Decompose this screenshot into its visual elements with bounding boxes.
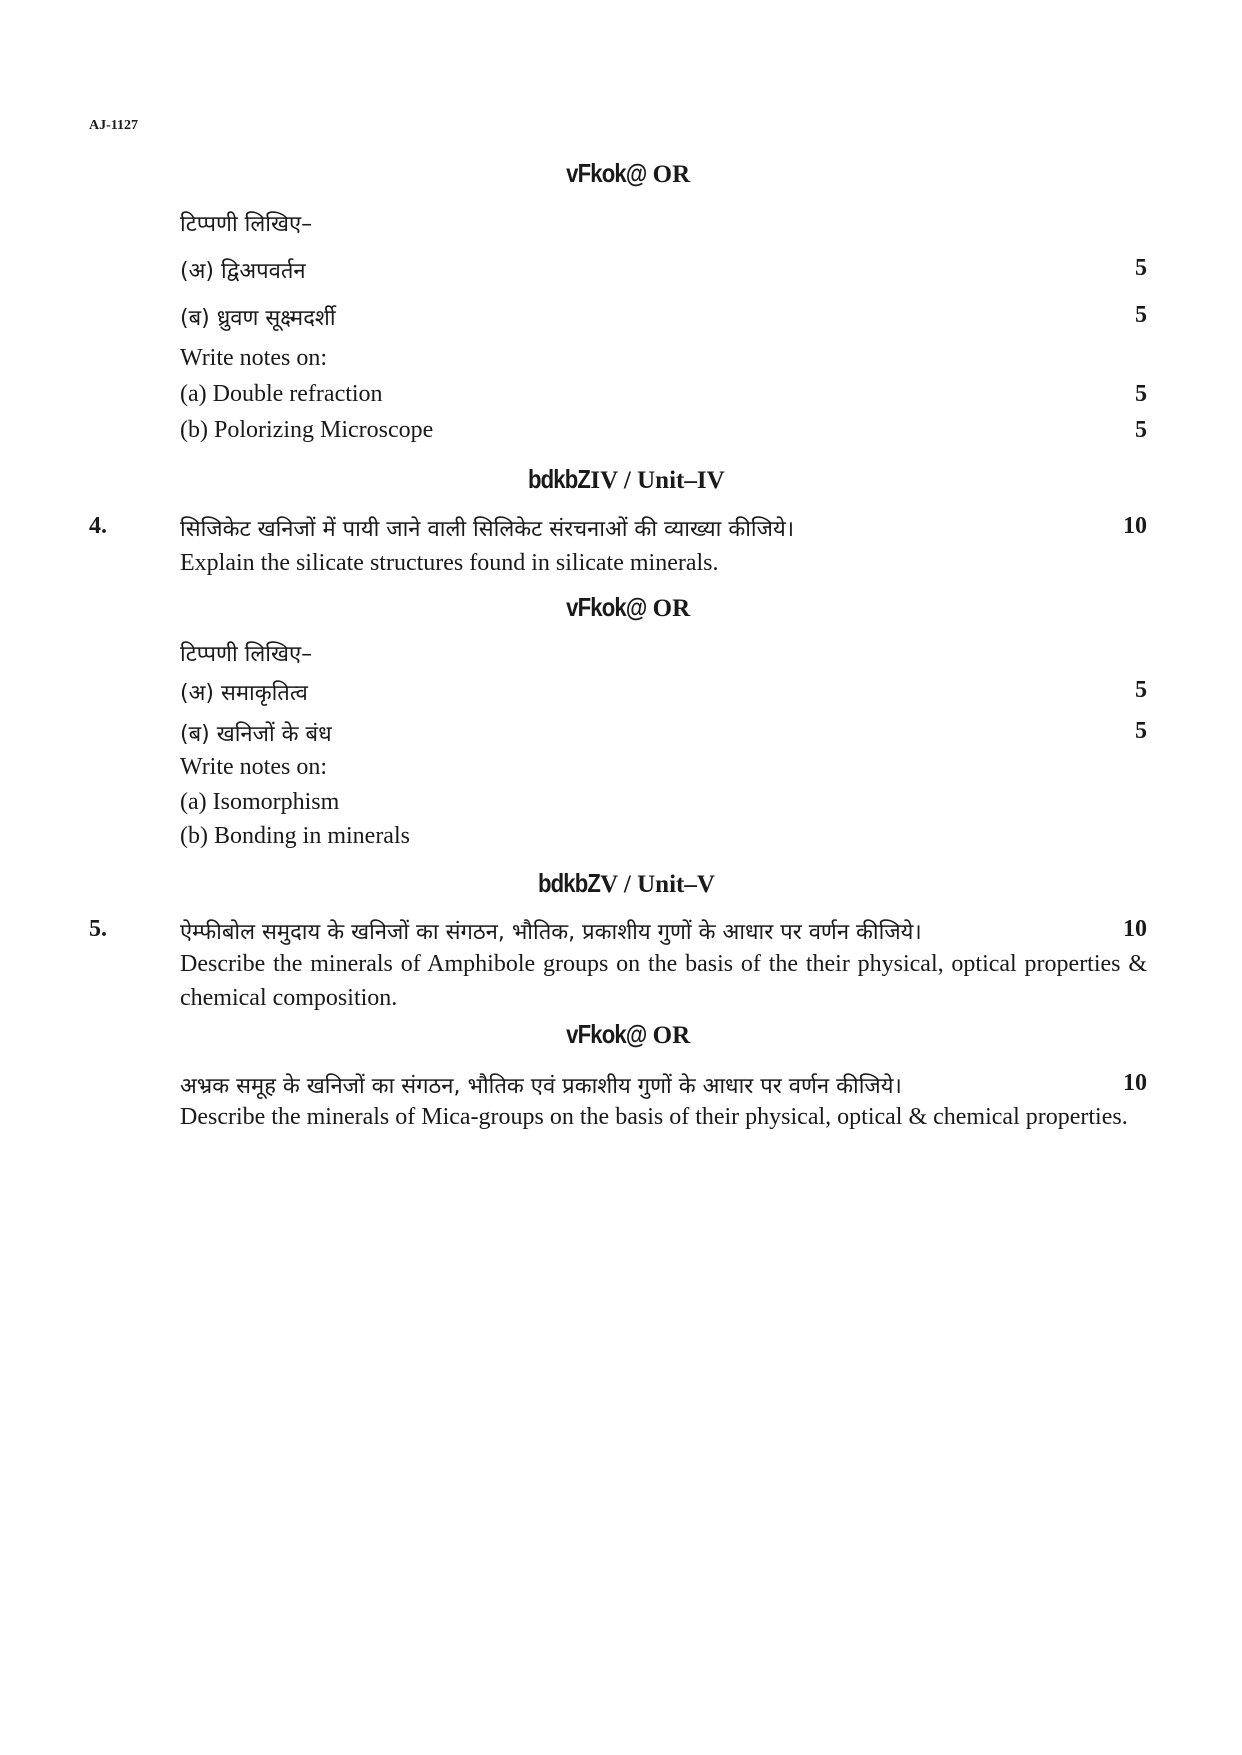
marks: 5	[1135, 718, 1147, 744]
or-label: OR	[652, 1022, 691, 1049]
english-item-a: (a) Isomorphism	[180, 789, 340, 815]
page-code: AJ-1127	[89, 118, 138, 133]
question-english: Explain the silicate structures found in silicate minerals.	[180, 550, 719, 576]
marks: 5	[1135, 677, 1147, 703]
question-english: Describe the minerals of Amphibole groups on the basis of the their physical, optical properties & chemical composition.	[180, 951, 1147, 1011]
marks: 10	[1123, 916, 1147, 942]
hindi-item-b: (ब) खनिजों के बंध	[180, 722, 332, 747]
english-item-b: (b) Bonding in minerals	[180, 823, 410, 849]
english-item-a: (a) Double refraction	[180, 381, 383, 407]
or-heading-q5	[0, 1019, 1242, 1050]
unit-label: V / Unit–V	[600, 871, 715, 898]
marks: 5	[1135, 417, 1147, 443]
or-garbled-text: vFkok@	[566, 158, 647, 188]
hindi-item-a: (अ) द्विअपवर्तन	[180, 259, 306, 284]
or-label: OR	[652, 161, 691, 188]
marks: 5	[1135, 255, 1147, 281]
or-garbled-text: vFkok@	[566, 592, 647, 622]
marks: 5	[1135, 302, 1147, 328]
marks: 5	[1135, 381, 1147, 407]
question-number: 5.	[89, 916, 107, 942]
or-heading-q4	[0, 592, 1242, 623]
marks: 10	[1123, 1070, 1147, 1096]
unit-garbled-text: bdkbZ	[538, 868, 601, 898]
marks: 10	[1123, 513, 1147, 539]
hindi-item-b: (ब) ध्रुवण सूक्ष्मदर्शी	[180, 306, 336, 331]
hindi-prompt: टिप्पणी लिखिए–	[180, 212, 313, 237]
english-prompt: Write notes on:	[180, 345, 327, 371]
alt-question-english: Describe the minerals of Mica-groups on the basis of their physical, optical & chemical properties.	[180, 1104, 1128, 1130]
unit-5-heading	[0, 868, 1242, 899]
or-garbled-text: vFkok@	[566, 1019, 647, 1049]
hindi-item-a: (अ) समाकृतित्व	[180, 681, 308, 706]
english-prompt: Write notes on:	[180, 754, 327, 780]
question-hindi: ऐम्फीबोल समुदाय के खनिजों का संगठन, भौतिक, प्रकाशीय गुणों के आधार पर वर्णन कीजिये।	[180, 920, 922, 945]
or-label: OR	[652, 595, 691, 622]
alt-question-hindi: अभ्रक समूह के खनिजों का संगठन, भौतिक एवं प्रकाशीय गुणों के आधार पर वर्णन कीजिये।	[180, 1074, 902, 1099]
english-item-b: (b) Polorizing Microscope	[180, 417, 434, 443]
unit-label: IV / Unit–IV	[590, 467, 725, 494]
question-hindi: सिजिकेट खनिजों में पायी जाने वाली सिलिकेट संरचनाओं की व्याख्या कीजिये।	[180, 517, 795, 542]
unit-4-heading	[0, 464, 1242, 495]
hindi-prompt: टिप्पणी लिखिए–	[180, 642, 313, 667]
question-number: 4.	[89, 513, 107, 539]
unit-garbled-text: bdkbZ	[528, 464, 591, 494]
or-heading-q3	[0, 158, 1242, 189]
